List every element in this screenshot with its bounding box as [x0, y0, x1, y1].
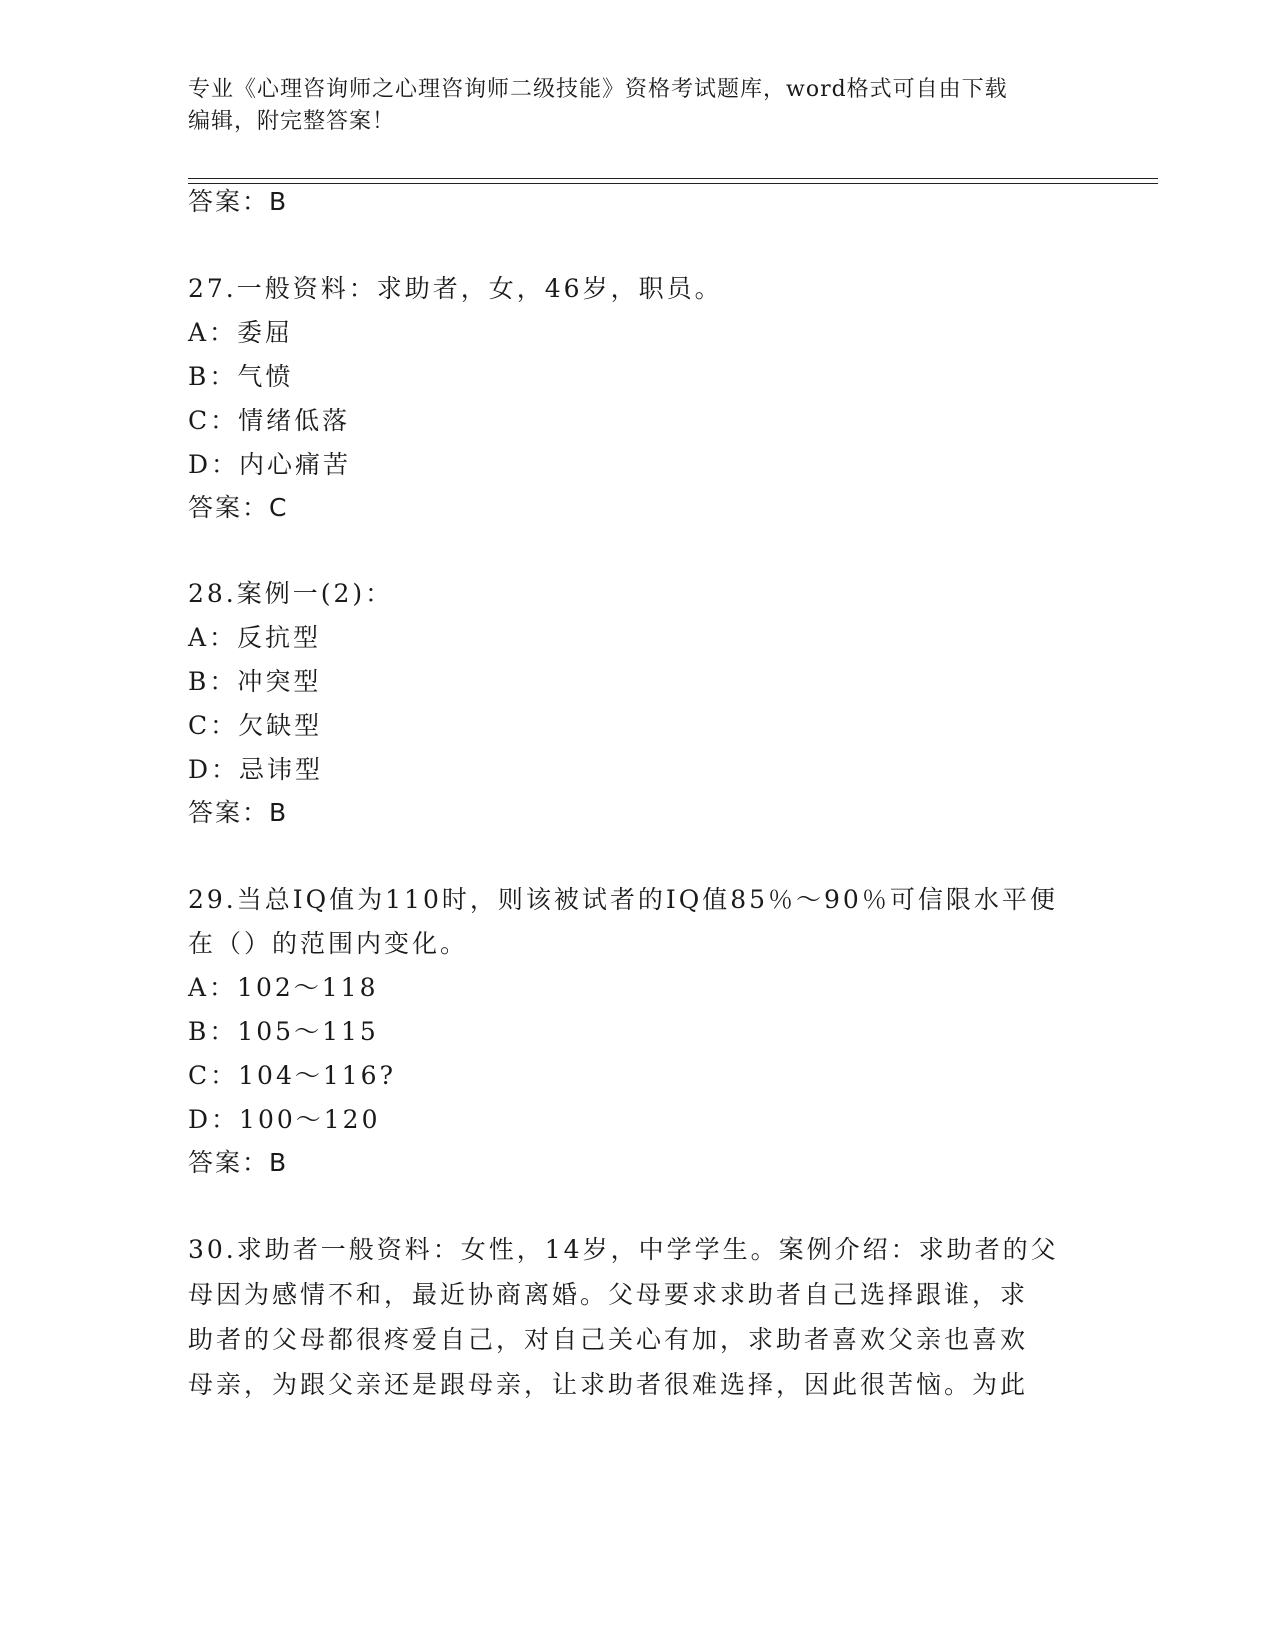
- document-header: [188, 74, 1088, 138]
- q29-stem-line-2: 在（）的范围内变化。: [188, 929, 469, 958]
- q29-option-c: C：104～116?: [188, 1061, 396, 1090]
- q27-option-a: A：委屈: [188, 318, 294, 347]
- q30-stem-line-3: 助者的父母都很疼爱自己，对自己关心有加，求助者喜欢父亲也喜欢: [188, 1325, 1029, 1354]
- q29-option-a: A：102～118: [188, 973, 379, 1002]
- q29-option-b: B：105～115: [188, 1017, 379, 1046]
- q28-option-c: C：欠缺型: [188, 711, 323, 740]
- q29-option-d: D：100～120: [188, 1105, 381, 1134]
- q27-stem: 27.一般资料：求助者，女，46岁，职员。: [188, 274, 723, 303]
- q28-answer: 答案：B: [188, 798, 289, 827]
- q27-answer: 答案：C: [188, 493, 289, 522]
- q30-stem-line-2: 母因为感情不和，最近协商离婚。父母要求求助者自己选择跟谁，求: [188, 1280, 1029, 1309]
- header-rule-bottom: [188, 183, 1158, 184]
- q27-option-b: B：气愤: [188, 362, 294, 391]
- header-rule-top: [188, 178, 1158, 179]
- q29-stem-line-1: 29.当总IQ值为110时，则该被试者的IQ值85％～90％可信限水平便: [188, 885, 1058, 914]
- header-line-1: 专业《心理咨询师之心理咨询师二级技能》资格考试题库，word格式可自由下载: [188, 77, 1008, 102]
- q28-option-b: B：冲突型: [188, 667, 322, 696]
- q29-answer: 答案：B: [188, 1148, 289, 1177]
- answer-previous: 答案：B: [188, 187, 289, 216]
- q27-option-c: C：情绪低落: [188, 406, 351, 435]
- q30-stem-line-1: 30.求助者一般资料：女性，14岁，中学学生。案例介绍：求助者的父: [188, 1235, 1059, 1264]
- q27-option-d: D：内心痛苦: [188, 450, 352, 479]
- q28-option-d: D：忌讳型: [188, 755, 324, 784]
- q28-stem: 28.案例一(2)：: [188, 579, 394, 608]
- q30-stem-line-4: 母亲，为跟父亲还是跟母亲，让求助者很难选择，因此很苦恼。为此: [188, 1370, 1029, 1399]
- q28-option-a: A：反抗型: [188, 623, 322, 652]
- header-line-2: 编辑，附完整答案！: [188, 109, 396, 134]
